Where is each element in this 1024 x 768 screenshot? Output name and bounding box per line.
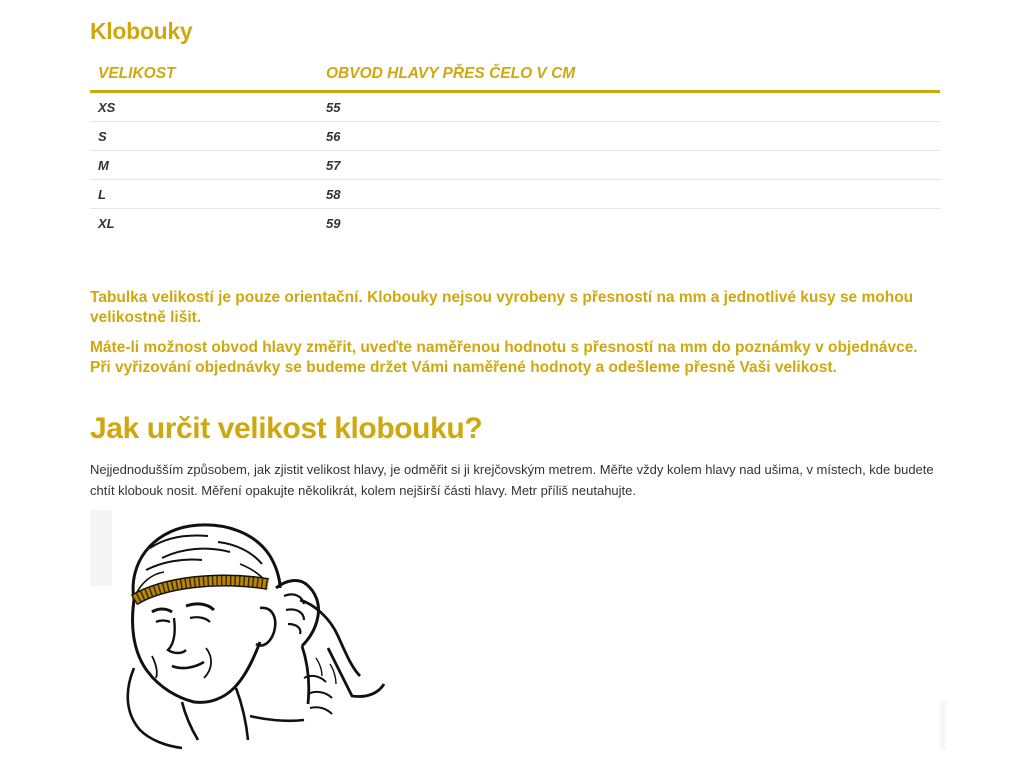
measurement-note: Máte-li možnost obvod hlavy změřit, uveďte naměřenou hodnotu s přesností na mm do poznámky v objednávce. Při vyřizování objednávky se budeme držet Vámi naměřené hodnoty a odešleme přesně Vaši velikost.: [90, 339, 918, 376]
circumference-cell: 56: [318, 122, 940, 151]
circumference-cell: 59: [326, 215, 341, 231]
column-header-circumference: OBVOD HLAVY PŘES ČELO V CM: [318, 58, 940, 92]
table-header-row: [90, 58, 940, 92]
size-cell: S: [90, 122, 318, 151]
circumference-cell: 58: [318, 180, 940, 209]
size-cell: L: [90, 180, 318, 209]
size-cell: XL: [98, 215, 115, 231]
guide-text: Nejjednodušším způsobem, jak zjistit velikost hlavy, je odměřit si ji krejčovským metrem. Měřte vždy kolem hlavy nad ušima, v místech, kde budete chtít klobouk nosit. Měření opakujte několikrát, kolem nejširší části hlavy. Metr příliš neutahujte.: [90, 462, 934, 498]
circumference-cell: 57: [318, 151, 940, 180]
column-header-size: VELIKOST: [90, 58, 318, 92]
table-row: [90, 122, 940, 151]
table-row: [90, 209, 940, 238]
size-table: [90, 58, 940, 237]
table-row: [90, 151, 940, 180]
size-disclaimer: Tabulka velikostí je pouze orientační. Klobouky nejsou vyrobeny s přesností na mm a jednotlivé kusy se mohou velikostně lišit.: [90, 289, 914, 326]
size-cell: XS: [90, 92, 318, 122]
decorative-edge: [938, 700, 948, 750]
size-cell: M: [90, 151, 318, 180]
circumference-cell: 55: [318, 92, 940, 122]
head-measuring-illustration: [90, 508, 390, 758]
section-title: Klobouky: [90, 18, 193, 44]
guide-heading: Jak určit velikost klobouku?: [90, 412, 483, 445]
man-measuring-head-drawing: [90, 508, 390, 753]
table-row: [90, 92, 940, 122]
table-row: [90, 180, 940, 209]
